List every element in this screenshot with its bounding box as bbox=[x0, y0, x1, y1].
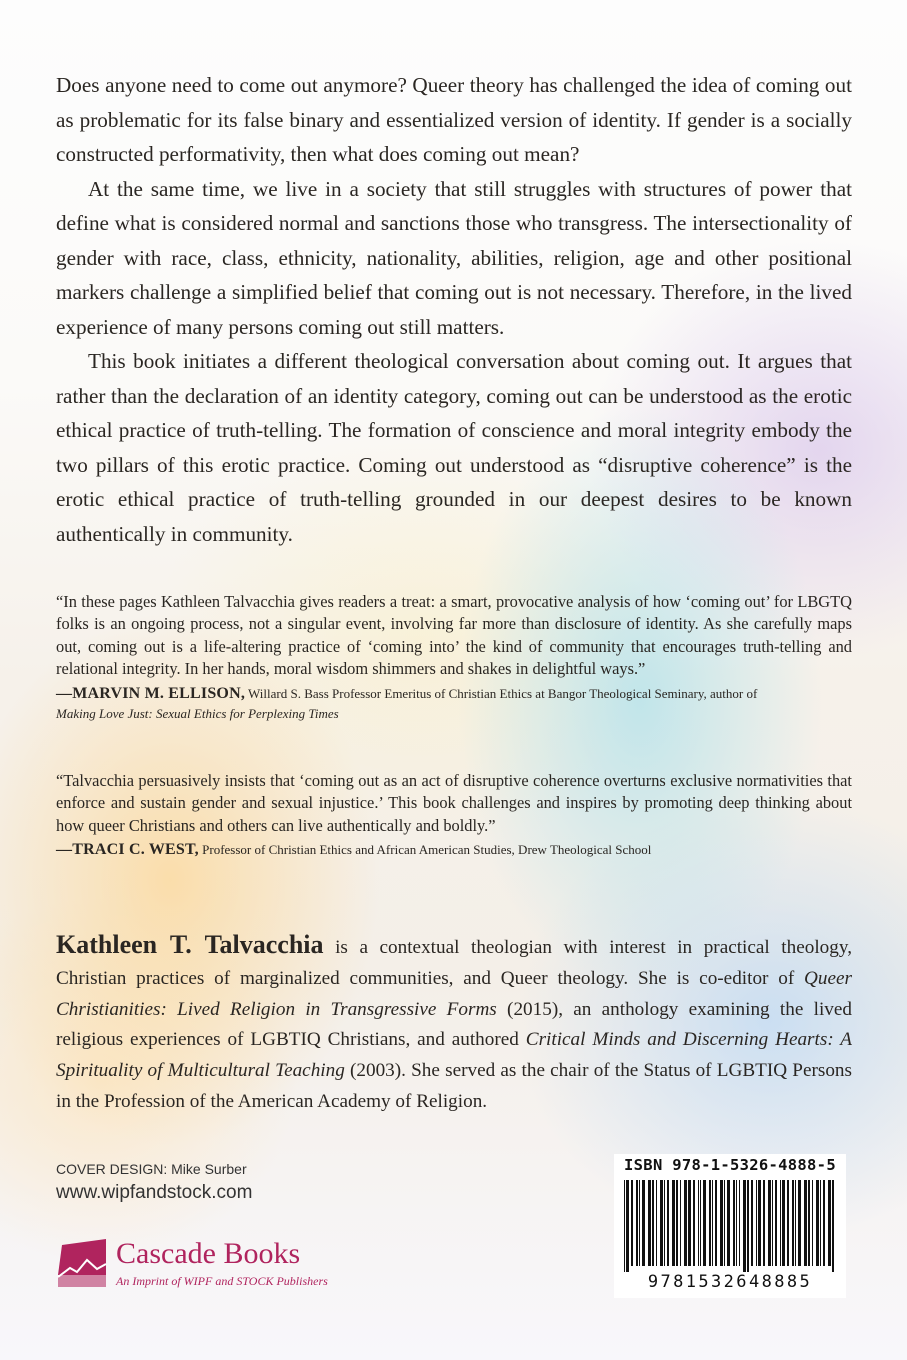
isbn-barcode bbox=[614, 1154, 846, 1298]
barcode-bar bbox=[672, 1180, 675, 1266]
barcode-bar bbox=[772, 1180, 773, 1266]
barcode-bar bbox=[703, 1180, 706, 1266]
endorsement-attribution bbox=[56, 839, 852, 860]
barcode-bar bbox=[808, 1180, 810, 1266]
barcode-bar bbox=[787, 1180, 789, 1266]
barcode-bar bbox=[832, 1180, 834, 1272]
author-bio-text: Kathleen T. Talvacchia is a contextual theologian with interest in practical theology, Christian practices of marginalized communities, and Queer theology. She is co-editor of Queer Christianities: Lived Religion in Transgressive Forms (2015), an anthology examining the lived religious experiences of LGBTIQ Christians, and authored Critical Minds and Discerning Hearts: A Spirituality of Multicultural Teaching (2003). She served as the chair of the Status of LGBTIQ Persons in the Profession of the American Academy of Religion. bbox=[56, 930, 852, 1112]
blurb-paragraph-1: Does anyone need to come out anymore? Queer theory has challenged the idea of coming out as problematic for its false binary and essentialized version of identity. If gender is a socially constructed performativity, then what does coming out mean? bbox=[56, 73, 852, 166]
endorsement-west bbox=[56, 770, 852, 860]
barcode-digits: 9781532648885 bbox=[647, 1272, 813, 1292]
barcode-bar bbox=[639, 1180, 640, 1266]
barcode-bar bbox=[642, 1180, 645, 1266]
book-title: Queer Christianities: Lived Religion in Transgressive Forms bbox=[56, 967, 852, 1020]
barcode-bar bbox=[664, 1180, 665, 1266]
barcode-bar bbox=[775, 1180, 777, 1266]
endorser-name: —TRACI C. WEST, bbox=[56, 841, 199, 859]
barcode-bar bbox=[816, 1180, 819, 1266]
barcode-bar bbox=[684, 1180, 687, 1266]
book-title: Critical Minds and Discerning Hearts: A Spirituality of Multicultural Teaching bbox=[56, 1029, 852, 1082]
endorsement-ellison bbox=[56, 591, 852, 724]
barcode-bar bbox=[739, 1180, 740, 1266]
endorser-book-title: Making Love Just: Sexual Ethics for Perplexing Times bbox=[56, 705, 339, 721]
endorsement-quote: “Talvacchia persuasively insists that ‘coming out as an act of disruptive coherence overturns exclusive normativities that enforce and sustain gender and sexual injustice.’ This book challenges and inspires by promoting deep thinking about how queer Christians and others can live authentically and boldly.” bbox=[56, 771, 852, 835]
barcode-bar bbox=[828, 1180, 831, 1266]
endorser-name: —MARVIN M. ELLISON, bbox=[56, 684, 246, 702]
publisher-name: Cascade Books bbox=[116, 1237, 301, 1270]
barcode-bar bbox=[700, 1180, 701, 1266]
barcode-bar bbox=[680, 1180, 681, 1266]
barcode-bar bbox=[631, 1180, 633, 1266]
barcode-bar bbox=[756, 1180, 757, 1266]
endorser-title: Willard S. Bass Professor Emeritus of Christian Ethics at Bangor Theological Seminary, author of bbox=[248, 685, 758, 701]
barcode-bar bbox=[792, 1180, 794, 1266]
barcode-bar bbox=[768, 1180, 771, 1266]
isbn-label: ISBN 978-1-5326-4888-5 bbox=[624, 1156, 836, 1174]
barcode-bar bbox=[733, 1180, 735, 1266]
barcode-bar bbox=[820, 1180, 821, 1266]
cover-design-credit: COVER DESIGN: Mike Surber bbox=[56, 1161, 247, 1177]
barcode-bar bbox=[626, 1180, 629, 1272]
barcode-bar bbox=[780, 1180, 781, 1266]
barcode-bar bbox=[676, 1180, 678, 1266]
barcode-bar bbox=[763, 1180, 765, 1266]
author-name: Kathleen T. Talvacchia bbox=[56, 930, 324, 959]
barcode-bar bbox=[660, 1180, 663, 1266]
barcode-bar bbox=[724, 1180, 725, 1266]
barcode-bar bbox=[656, 1180, 657, 1266]
barcode-bar bbox=[688, 1180, 691, 1266]
barcode-bar bbox=[798, 1180, 801, 1266]
publisher-imprint: An Imprint of WIPF and STOCK Publishers bbox=[116, 1274, 328, 1288]
blurb-paragraph-2: At the same time, we live in a society that still struggles with structures of power that define what is considered normal and sanctions those who transgress. The intersectionality of gender with race, class, ethnicity, nationality, abilities, religion, age and other positional markers challenge a simplified belief that coming out is not necessary. Therefore, in the lived experience of many persons coming out still matters. bbox=[56, 176, 852, 339]
barcode-bar bbox=[720, 1180, 723, 1266]
barcode-bar bbox=[758, 1180, 761, 1266]
blurb-paragraph-3: This book initiates a different theological conversation about coming out. It argues that rather than the declaration of an identity category, coming out can be understood as the erotic ethical practice of truth-telling. The formation of conscience and moral integrity embody the two pillars of this erotic practice. Coming out understood as “disruptive coherence” is the erotic ethical practice of truth-telling grounded in our deepest desires to be known authentically in community. bbox=[56, 349, 852, 546]
barcode-bar bbox=[712, 1180, 713, 1266]
barcode-bar bbox=[667, 1180, 669, 1266]
barcode-bar bbox=[795, 1180, 796, 1266]
barcode-bar bbox=[823, 1180, 825, 1266]
barcode-bar bbox=[715, 1180, 717, 1266]
cover-credits bbox=[56, 1160, 252, 1206]
cascade-mountain-icon bbox=[56, 1237, 108, 1289]
publisher-logo bbox=[56, 1235, 386, 1295]
barcode-bar bbox=[652, 1180, 654, 1266]
endorser-title: Professor of Christian Ethics and African American Studies, Drew Theological School bbox=[202, 842, 652, 858]
barcode-bar bbox=[709, 1180, 711, 1266]
barcode-bars bbox=[614, 1180, 846, 1272]
barcode-bar bbox=[693, 1180, 695, 1266]
barcode-bar bbox=[624, 1180, 625, 1272]
barcode-bar bbox=[648, 1180, 651, 1266]
barcode-bar bbox=[743, 1180, 746, 1272]
back-cover-blurb bbox=[56, 68, 852, 551]
barcode-bar bbox=[636, 1180, 638, 1266]
barcode-bar bbox=[736, 1180, 737, 1266]
barcode-bar bbox=[751, 1180, 753, 1266]
barcode-bar bbox=[698, 1180, 699, 1266]
barcode-bar bbox=[747, 1180, 749, 1272]
endorsement-quote: “In these pages Kathleen Talvacchia gives readers a treat: a smart, provocative analysis of how ‘coming out’ for LBGTQ folks is an ongoing process, not a singular event, involving far more than disclosure of identity. As she carefully maps out, coming out is a life-altering practice of ‘coming into’ the kind of community that encourages truth-telling and relational integrity. In her hands, moral wisdom shimmers and shakes in delightful ways.” bbox=[56, 592, 852, 679]
author-bio bbox=[56, 930, 852, 1118]
barcode-bar bbox=[812, 1180, 813, 1266]
barcode-bar bbox=[727, 1180, 730, 1266]
endorsement-attribution bbox=[56, 683, 852, 724]
publisher-website: www.wipfandstock.com bbox=[56, 1182, 253, 1203]
barcode-bar bbox=[804, 1180, 807, 1266]
barcode-bar bbox=[782, 1180, 785, 1266]
